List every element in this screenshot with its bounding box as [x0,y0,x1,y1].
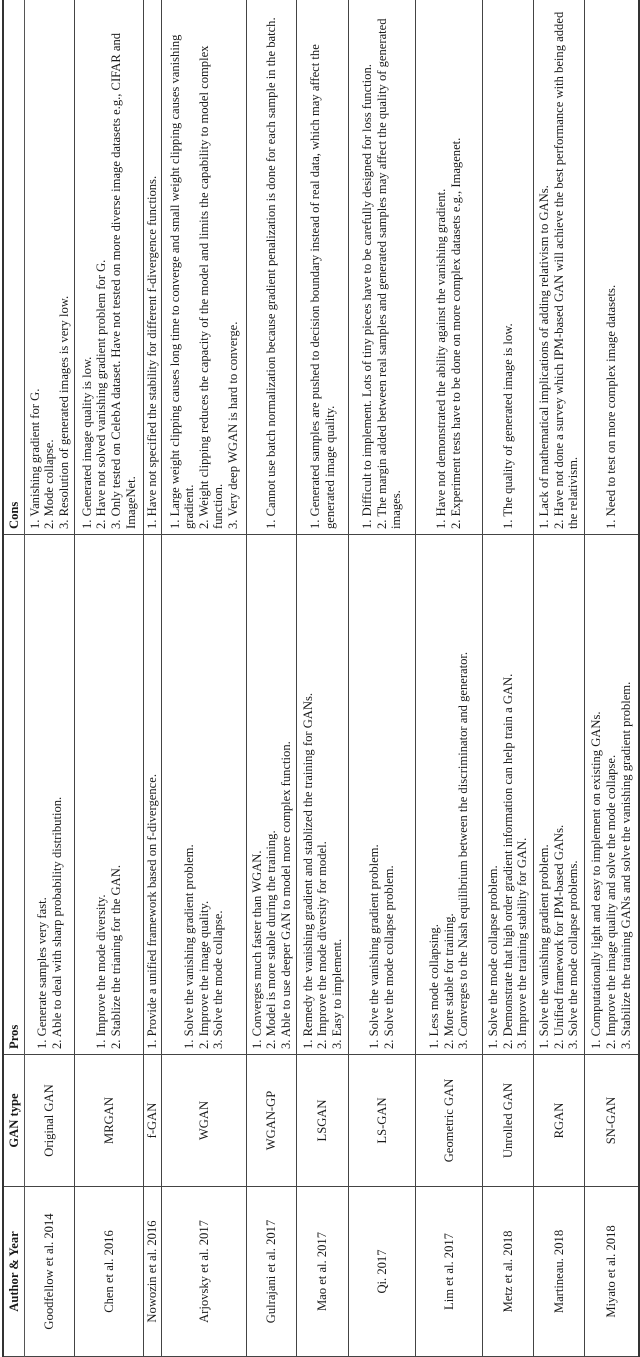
table-header-row [3,0,25,1357]
table-row [416,0,483,1357]
gan-type-cell: WGAN-GP [247,1055,297,1187]
cons-item: 2. Weight clipping reduces the capacity of the model and limits the capability to model complex function. [196,45,226,529]
cons-item: 2. Mode collapse. [42,439,57,529]
pros-item: 2. More stable for training. [441,913,456,1049]
gan-type-cell: MRGAN [75,1055,144,1187]
pros-cell [585,535,639,1055]
cons-item: 1. Have not specified the stability for different f-divergence functions. [145,175,160,529]
cons-item: 1. Lack of mathematical implications of adding relativism to GANs. [537,185,552,529]
cons-cell [297,0,349,535]
cons-item: 1. Need to test on more complex image datasets. [603,284,618,529]
table-row [483,0,534,1357]
cons-item: 3. Only tested on CelebA dataset. Have not tested on more diverse image datasets e.g., CIFAR and ImageNet. [109,32,138,529]
cons-item: 2. Experiment tests have to be done on more complex datasets e.g., Imagenet. [449,137,463,529]
pros-item: 3. Easy to implement. [329,938,344,1049]
author-cell: Miyato et al. 2018 [585,1187,639,1357]
pros-item: 1. Solve the vanishing gradient problem. [367,844,382,1049]
pros-cell [75,535,144,1055]
cons-item: 1. The quality of generated image is low. [500,323,515,529]
author-cell: Gulrajani et al. 2017 [247,1187,297,1357]
pros-item: 2. Able to deal with sharp probability distribution. [49,796,64,1049]
author-cell: Qi. 2017 [349,1187,416,1357]
gan-type-cell: SN-GAN [585,1055,639,1187]
author-cell: Lim et al. 2017 [416,1187,483,1357]
author-cell: Nowozin et al. 2016 [144,1187,162,1357]
cons-cell [534,0,585,535]
pros-item: 3. Converges to the Nash equilibrium between the discriminator and generator. [456,651,471,1049]
pros-item: 3. Improve the training stability for GAN. [515,837,530,1049]
cons-cell [483,0,534,535]
gan-type-cell: RGAN [534,1055,585,1187]
pros-item: 1. Converges much faster than WGAN. [249,850,264,1049]
gan-comparison-table [2,0,640,1357]
pros-item: 3. Solve the mode collapse problems. [566,860,581,1049]
cons-cell [349,0,416,535]
gan-type-cell: f-GAN [144,1055,162,1187]
cons-cell [162,0,247,535]
pros-item: 2. Improve the image quality. [196,900,211,1049]
pros-cell [349,535,416,1055]
gan-type-cell: WGAN [162,1055,247,1187]
cons-item: 2. The margin added between real samples and generated samples may affect the quality of generated images. [374,18,404,529]
pros-item: 3. Able to use deeper GAN to model more complex function. [278,741,293,1049]
cons-cell [75,0,144,535]
pros-cell [25,535,75,1055]
table-row [25,0,75,1357]
table-row [297,0,349,1357]
cons-item: 2. Have not solved vanishing gradient problem for G. [94,259,109,529]
gan-type-cell: LSGAN [297,1055,349,1187]
cons-cell [585,0,639,535]
cons-item: 1. Cannot use batch normalization because gradient penalization is done for each sample in the batch. [264,17,279,529]
cons-item: 3. Very deep WGAN is hard to converge. [225,321,240,529]
pros-cell [297,535,349,1055]
pros-item: 1. Solve the mode collapse problem. [486,865,501,1049]
header-gan-type: GAN type [3,1055,25,1187]
author-cell: Martineau. 2018 [534,1187,585,1357]
pros-item: 2. Improve the image quality and solve the mode collapse. [603,754,618,1049]
pros-item: 1. Improve the mode diversity. [94,894,109,1049]
cons-cell [416,0,483,535]
author-cell: Goodfellow et al. 2014 [25,1187,75,1357]
pros-item: 2. Unified framework for IPM-based GANs. [551,824,566,1049]
pros-cell [162,535,247,1055]
pros-cell [247,535,297,1055]
header-author-year: Author & Year [3,1187,25,1357]
pros-item: 1. Generate samples very fast. [34,897,49,1049]
cons-item: 1. Generated samples are pushed to decision boundary instead of real data, which may affect the generated image quality. [307,44,337,529]
pros-item: 3. Stabilize the training GANs and solve the vanishing gradient problem. [618,681,633,1049]
pros-item: 2. Model is more stable during the training. [264,830,279,1049]
table-row [162,0,247,1357]
header-cons: Cons [3,0,25,535]
cons-item: 1. Large weight clipping causes long time to converge and small weight clipping causes vanishing gradient. [167,34,197,529]
cons-item: 2. Have not done a survey which IPM-based GAN will achieve the best performance with being added the relativism. [551,11,581,529]
cons-item: 1. Have not demonstrated the ability against the vanishing gradient. [434,188,449,529]
pros-item: 1. Remedy the vanishing gradient and stablized the training for GANs. [300,692,315,1049]
cons-item: 1. Difficult to implement. Lots of tiny pieces have to be carefully designed for loss function. [360,64,375,529]
author-cell: Chen et al. 2016 [75,1187,144,1357]
author-cell: Metz et al. 2018 [483,1187,534,1357]
pros-item: 2. Solve the mode collapse problem. [382,865,396,1049]
pros-item: 1. Provide a unified framework based on f-divergence. [145,774,160,1049]
table-row [75,0,144,1357]
gan-type-cell: Geometric GAN [416,1055,483,1187]
cons-item: 1. Generated image quality is low. [79,356,94,529]
table-row [144,0,162,1357]
pros-item: 1. Solve the vanishing gradient problem. [182,844,197,1049]
author-cell: Arjovsky et al. 2017 [162,1187,247,1357]
table-row [585,0,639,1357]
pros-cell [416,535,483,1055]
pros-item: 3. Solve the mode collapse. [211,910,226,1049]
pros-cell [144,535,162,1055]
cons-item: 1. Vanishing gradient for G. [27,388,42,529]
table-row [247,0,297,1357]
pros-item: 2. Demonstrate that high order gradient information can help train a GAN. [500,673,515,1049]
pros-item: 2. Stablize the trianing for the GAN. [109,865,123,1049]
table-row [349,0,416,1357]
gan-type-cell: Unrolled GAN [483,1055,534,1187]
gan-type-cell: LS-GAN [349,1055,416,1187]
gan-type-cell: Original GAN [25,1055,75,1187]
table-row [534,0,585,1357]
cons-cell [247,0,297,535]
pros-cell [534,535,585,1055]
cons-item: 3. Resolution of generated images is very low. [56,295,71,529]
author-cell: Mao et al. 2017 [297,1187,349,1357]
cons-cell [25,0,75,535]
pros-cell [483,535,534,1055]
pros-item: 1. Solve the vanishing gradient problem. [537,844,552,1049]
pros-item: 1. Less mode collapsing. [427,924,442,1049]
pros-item: 1. Computationally light and easy to implement on existing GANs. [589,711,604,1049]
cons-cell [144,0,162,535]
pros-item: 2. Improve the mode diversity for model. [315,841,330,1049]
header-pros: Pros [3,535,25,1055]
